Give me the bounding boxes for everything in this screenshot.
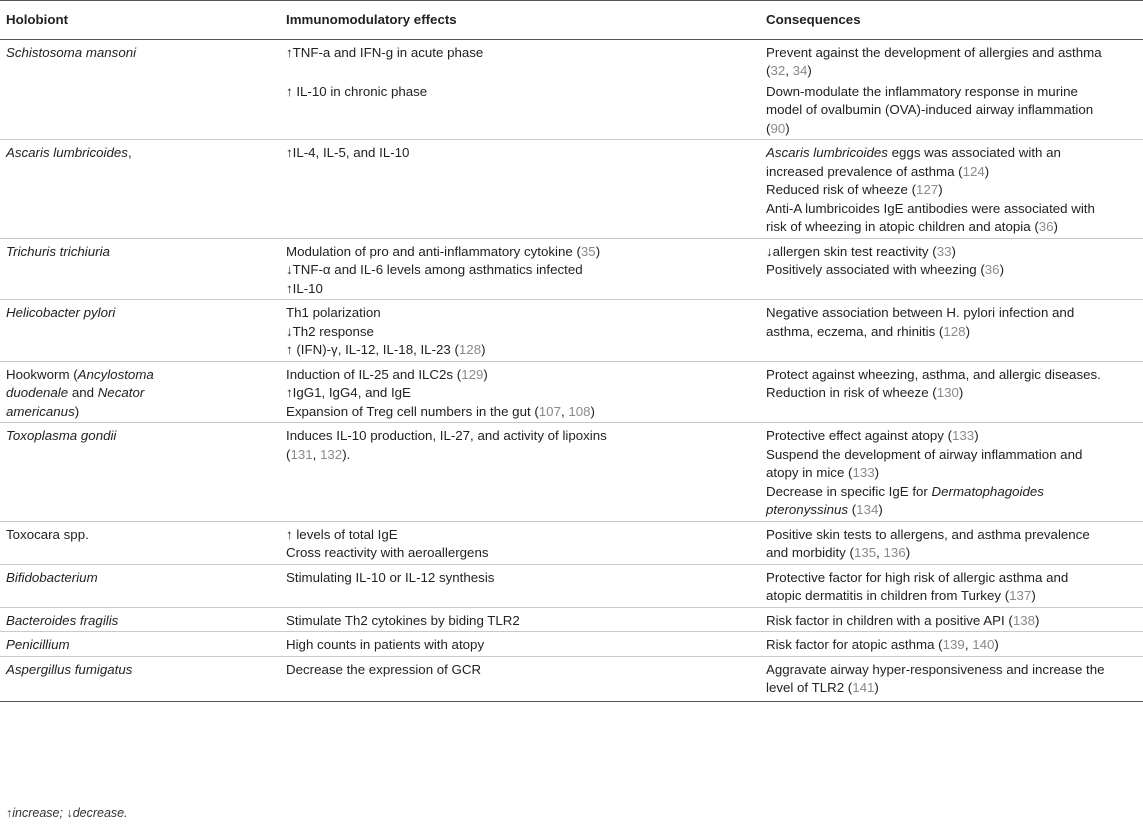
holobiont-cell <box>0 564 278 607</box>
effects-cell <box>278 81 758 140</box>
citation-ref[interactable]: 33 <box>936 243 952 259</box>
citation-ref[interactable]: 108 <box>568 403 591 419</box>
citation-ref[interactable]: 107 <box>538 403 561 419</box>
consequence-text: Suspend the development of airway inflammation and <box>766 446 1083 462</box>
ref-paren: ) <box>958 385 964 400</box>
consequence-text: Down-modulate the inflammatory response in murine <box>766 83 1078 99</box>
holobiont-name: Schistosoma mansoni <box>6 44 137 60</box>
effect-text: ↑ IL-10 in chronic phase <box>286 83 428 99</box>
consequence-text: increased prevalence of asthma ( <box>766 163 963 179</box>
consequence-text: asthma, eczema, and rhinitis ( <box>766 323 944 339</box>
consequence-text: Prevent against the development of allergies and asthma <box>766 44 1102 60</box>
ref-paren: ( <box>766 63 771 78</box>
effect-text: ↑IL-10 <box>286 280 323 296</box>
effects-cell <box>278 607 758 632</box>
holobiont-cell <box>0 607 278 632</box>
citation-ref[interactable]: 138 <box>1012 612 1036 628</box>
ref-paren: ) <box>951 243 956 259</box>
ref-paren: ) <box>984 163 990 179</box>
ref-separator: , <box>964 637 973 652</box>
citation-ref[interactable]: 36 <box>1038 219 1054 234</box>
citation-ref[interactable]: 133 <box>952 428 975 443</box>
ref-paren: ) <box>1035 612 1040 628</box>
consequences-cell <box>758 607 1143 632</box>
citation-ref[interactable]: 137 <box>1009 588 1032 603</box>
table-header <box>0 1 1143 40</box>
table-row <box>0 607 1143 632</box>
table-row <box>0 361 1143 423</box>
ref-paren: ) <box>878 502 883 517</box>
holobiont-cell <box>0 521 278 564</box>
citation-ref[interactable]: 134 <box>856 502 879 517</box>
effects-cell <box>278 632 758 657</box>
holobiont-cell <box>0 238 278 300</box>
consequence-text: Aggravate airway hyper-responsiveness and increase the <box>766 661 1105 677</box>
ref-separator: , <box>312 446 321 462</box>
holobiont-name: Bifidobacterium <box>6 569 98 585</box>
effect-text: Modulation of pro and anti-inflammatory cytokine ( <box>286 243 581 259</box>
citation-ref[interactable]: 132 <box>320 446 343 462</box>
effect-text: Th1 polarization <box>286 305 381 320</box>
ref-paren: ) <box>874 680 879 695</box>
consequence-text: ↓allergen skin test reactivity ( <box>766 243 937 259</box>
table-body <box>0 39 1143 701</box>
holobiont-name: Toxoplasma gondii <box>6 428 117 443</box>
ref-paren: ) <box>874 465 880 480</box>
ref-separator: , <box>560 403 569 419</box>
ref-paren: ) <box>481 342 486 357</box>
ref-paren: ( <box>286 446 291 462</box>
consequences-cell <box>758 81 1143 140</box>
holobiont-name: Trichuris trichiuria <box>6 243 110 259</box>
holobiont-name: Ascaris lumbricoides <box>6 145 128 160</box>
effect-text: ↓Th2 response <box>286 323 374 339</box>
ref-paren: ) <box>938 182 943 197</box>
table-row <box>0 140 1143 239</box>
consequence-text: Protect against wheezing, asthma, and allergic diseases. <box>766 366 1101 382</box>
table-row <box>0 300 1143 362</box>
consequence-text: Positive skin tests to allergens, and asthma prevalence <box>766 526 1090 542</box>
effects-cell <box>278 521 758 564</box>
species-name: Ancylostoma <box>77 366 154 382</box>
consequences-cell <box>758 300 1143 362</box>
holobiont-cell <box>0 423 278 522</box>
ref-paren: ) <box>965 323 970 339</box>
ref-paren: ) <box>1053 219 1058 234</box>
effect-text: ↑ levels of total IgE <box>286 526 398 542</box>
effects-cell <box>278 300 758 362</box>
citation-ref[interactable]: 127 <box>916 182 939 197</box>
effects-cell <box>278 656 758 701</box>
holobiont-cell <box>0 140 278 239</box>
citation-ref[interactable]: 124 <box>962 163 985 179</box>
table-row <box>0 81 1143 140</box>
ref-paren: ) <box>905 545 911 560</box>
table-row <box>0 39 1143 81</box>
consequence-text: Protective effect against atopy ( <box>766 428 953 443</box>
ref-paren: ) <box>785 120 790 136</box>
ref-separator: , <box>785 63 793 78</box>
consequence-text: Protective factor for high risk of allergic asthma and <box>766 569 1069 585</box>
consequence-text: and morbidity ( <box>766 545 854 560</box>
table-row <box>0 423 1143 522</box>
holobiont-cell <box>0 300 278 362</box>
consequence-text: atopic dermatitis in children from Turkey ( <box>766 588 1010 603</box>
citation-ref[interactable]: 128 <box>943 323 966 339</box>
effect-text: ↑TNF-a and IFN-g in acute phase <box>286 44 484 60</box>
holobiont-cell <box>0 81 278 140</box>
consequences-cell <box>758 632 1143 657</box>
citation-ref[interactable]: 135 <box>853 545 877 560</box>
effects-cell <box>278 39 758 81</box>
citation-ref[interactable]: 130 <box>936 385 959 400</box>
ref-paren: ). <box>342 446 351 462</box>
citation-ref[interactable]: 141 <box>852 680 875 695</box>
consequences-cell <box>758 564 1143 607</box>
holobiont-cell <box>0 361 278 423</box>
ref-paren: ) <box>994 637 999 652</box>
citation-ref[interactable]: 140 <box>972 637 995 652</box>
consequence-text: Decrease in specific IgE for <box>766 483 932 499</box>
citation-ref[interactable]: 34 <box>792 63 808 78</box>
consequences-cell <box>758 656 1143 701</box>
ref-paren: ( <box>766 120 771 136</box>
ref-paren: ) <box>974 428 979 443</box>
effect-text: Induction of IL-25 and ILC2s ( <box>286 366 462 382</box>
consequence-text: level of TLR2 ( <box>766 680 853 695</box>
ref-paren: ) <box>807 63 812 78</box>
species-name: americanus <box>6 403 75 419</box>
consequence-text: Reduction in risk of wheeze ( <box>766 385 937 400</box>
effect-text: Stimulate Th2 cytokines by biding TLR2 <box>286 612 520 628</box>
table-row <box>0 238 1143 300</box>
consequence-text: Risk factor for atopic asthma ( <box>766 637 943 652</box>
holobiont-name: Toxocara spp. <box>6 526 89 542</box>
effects-cell <box>278 238 758 300</box>
holobiont-suffix: , <box>127 145 132 160</box>
header-consequences: Consequences <box>758 1 1143 40</box>
table-row <box>0 656 1143 701</box>
citation-ref[interactable]: 133 <box>852 465 875 480</box>
species-name: pteronyssinus <box>766 502 849 517</box>
citation-ref[interactable]: 131 <box>290 446 313 462</box>
consequence-text: Risk factor in children with a positive API ( <box>766 612 1013 628</box>
ref-paren: ) <box>483 366 488 382</box>
header-immunomodulatory-effects: Immunomodulatory effects <box>278 1 758 40</box>
consequence-text: atopy in mice ( <box>766 465 853 480</box>
effect-text: Cross reactivity with aeroallergens <box>286 545 489 560</box>
header-holobiont: Holobiont <box>0 1 278 40</box>
holobiont-name: Aspergillus fumigatus <box>6 661 133 677</box>
citation-ref[interactable]: 32 <box>770 63 786 78</box>
table-row <box>0 632 1143 657</box>
consequence-text: eggs was associated with an <box>887 145 1061 160</box>
species-name: Necator <box>97 385 145 400</box>
consequence-text: model of ovalbumin (OVA)-induced airway inflammation <box>766 102 1094 117</box>
holobiont-name: Bacteroides fragilis <box>6 612 119 628</box>
citation-ref[interactable]: 129 <box>461 366 484 382</box>
effects-cell <box>278 140 758 239</box>
citation-ref[interactable]: 136 <box>883 545 906 560</box>
effects-cell <box>278 361 758 423</box>
citation-ref[interactable]: 90 <box>770 120 786 136</box>
effect-text: Decrease the expression of GCR <box>286 661 482 677</box>
citation-ref[interactable]: 128 <box>458 342 482 357</box>
species-name: Dermatophagoides <box>931 483 1044 499</box>
holobiont-cell <box>0 39 278 81</box>
holobiont-name: Helicobacter pylori <box>6 305 116 320</box>
holobiont-name: Hookworm ( <box>6 366 78 382</box>
consequences-cell <box>758 140 1143 239</box>
effect-text: Stimulating IL-10 or IL-12 synthesis <box>286 569 495 585</box>
citation-ref[interactable]: 139 <box>942 637 965 652</box>
effect-text: Induces IL-10 production, IL-27, and activity of lipoxins <box>286 428 607 443</box>
holobiont-cell <box>0 656 278 701</box>
ref-paren: ) <box>590 403 595 419</box>
table-row <box>0 521 1143 564</box>
consequence-text: Reduced risk of wheeze ( <box>766 182 917 197</box>
effect-text: Expansion of Treg cell numbers in the gut ( <box>286 403 539 419</box>
effect-text: ↓TNF-α and IL-6 levels among asthmatics infected <box>286 262 583 277</box>
ref-paren: ) <box>595 243 601 259</box>
table-row <box>0 564 1143 607</box>
ref-paren: ) <box>1031 588 1036 603</box>
consequences-cell <box>758 39 1143 81</box>
citation-ref[interactable]: 36 <box>984 262 1000 277</box>
holobiont-name: and <box>68 385 98 400</box>
effect-text: ↑ (IFN)-γ, IL-12, IL-18, IL-23 ( <box>286 342 459 357</box>
consequences-cell <box>758 423 1143 522</box>
effect-text: ↑IgG1, IgG4, and IgE <box>286 385 411 400</box>
consequences-cell <box>758 238 1143 300</box>
holobiont-name: ) <box>74 403 80 419</box>
holobiont-cell <box>0 632 278 657</box>
ref-paren: ( <box>848 502 857 517</box>
effects-cell <box>278 564 758 607</box>
header-row <box>0 1 1143 40</box>
consequence-text: Anti-A lumbricoides IgE antibodies were associated with <box>766 200 1095 216</box>
effects-cell <box>278 423 758 522</box>
consequence-text: Negative association between H. pylori infection and <box>766 305 1075 320</box>
effect-text: High counts in patients with atopy <box>286 637 485 652</box>
species-name: Ascaris lumbricoides <box>766 145 888 160</box>
table-footnote: ↑increase; ↓decrease. <box>6 806 128 820</box>
citation-ref[interactable]: 35 <box>580 243 596 259</box>
effect-text: ↑IL-4, IL-5, and IL-10 <box>286 145 410 160</box>
ref-paren: ) <box>999 262 1004 277</box>
consequences-cell <box>758 361 1143 423</box>
consequence-text: Positively associated with wheezing ( <box>766 262 985 277</box>
holobiont-name: Penicillium <box>6 637 70 652</box>
consequence-text: risk of wheezing in atopic children and atopia ( <box>766 219 1039 234</box>
ref-separator: , <box>876 545 884 560</box>
consequences-cell <box>758 521 1143 564</box>
species-name: duodenale <box>6 385 69 400</box>
